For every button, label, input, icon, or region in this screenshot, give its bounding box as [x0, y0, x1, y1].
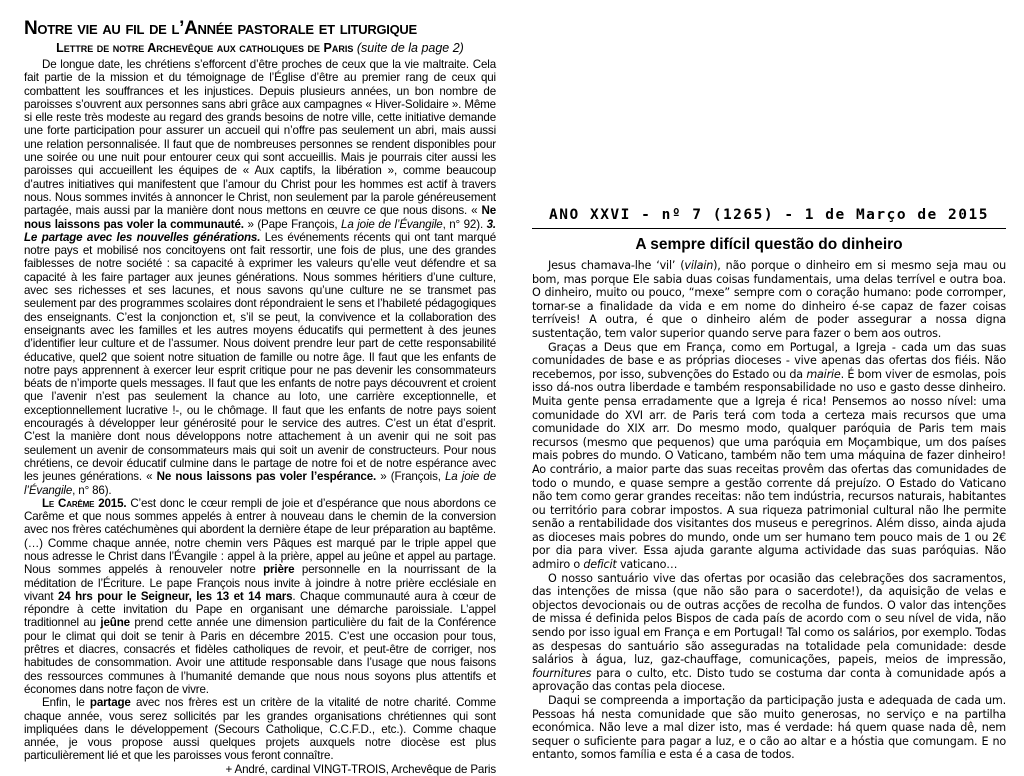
text: Les événements récents qui ont tant marqué notre pays et mobilisé nos concitoyens ont fait ressortir, une fois de plus, une des grandes faiblesses de notre société : sa capacité à exprimer les valeurs qu’elle veut défendre et sa capacité à les faire partager aux jeunes générations. Nous sommes héritiers d’une culture, avec ses richesses et ses lacunes, et nous savons qu’une culture ne se transmet pas seulement par des programmes scolaires dont répondraient le sens et l’habileté pédagogiques des enseignants. C’est la conjonction et, s’il se peut, la convivence et la collaboration des enseignants avec les familles et les autres moyens éducatifs qui permettent à des jeunes d’identifier leur culture et de l’assumer. Nous doivent prendre leur part de cette responsabilité éducative, quel2 que soient notre situation de famille ou notre âge. Il faut que les enfants de notre pays apprennent à exercer leur esprit critique pour ne pas devenir les consommateurs béats de n’importe quels messages. Il faut que les enfants de notre pays découvrent et croient que l’avenir n’est pas seulement la chance au loto, une carrière exceptionnelle, et exceptionnellement lucrative !-, ou le chômage. Il faut que les enfants de notre pays soient encouragés à développer leur générosité pour le service des autres. C’est un état d’esprit. C’est la manière dont nous développons notre attachement à un avenir qui ne soit pas seulement un avenir de consommateurs mais qui soit un avenir de constructeurs. Pour nous chrétiens, ce devoir éducatif culmine dans le partage de notre foi et de notre espérance avec les jeunes générations. « [24, 230, 496, 484]
divider [532, 228, 1006, 229]
paragraph-3 [532, 572, 1006, 694]
letter-subtitle [24, 40, 496, 56]
text: Graças a Deus que em França, como em Portugal, a Igreja - cada um das suas comunidades de base e as próprias dioceses - vive apenas das ofertas dos fiéis. Não recebemos, por isso, subvenções do Estado ou da [532, 340, 1006, 381]
french-letter-column [24, 18, 496, 776]
text: Daqui se compreenda a importação da participação justa e adequada de cada um. Pessoas há nesta comunidade que são muito generosas, no serviço e na partilha económica. Não leve a mal dizer isto, mas é verdade: há quem quase nada dê, nem sequer o suficiente para pagar a luz, e o cão ao altar e a hóstia que comungam. E no entanto, somos família e esta é a casa de todos. [532, 694, 1006, 762]
text: O nosso santuário vive das ofertas por ocasião das celebrações dos sacramentos, das intenções de missa (que não são para o sacerdote!), da aquisição de velas e objectos devocionais ou de outras acções de recolha de fundos. O valor das intenções de missa é definida pelos Bispos de cada país de acordo com o seu nível de vida, não sendo por isso igual em França e em Portugal! Tal como os salários, por exemplo. Todas as despesas do santuário são asseguradas na totalidade pela comunidade: desde salários à água, luz, gaz-chauffage, comunicações, papeis, meios de impressão, [532, 571, 1006, 667]
book-title: La joie de l’Évangile [24, 470, 496, 497]
text: C’est donc le cœur rempli de joie et d’espérance que nous abordons ce Carême et que nous sommes appelés à entrer à nouveau dans le chemin de la conversion avec nos frères catéchumènes qui abordent la dernière étape de leur préparation au baptême. (…) Comme chaque année, notre chemin vers Pâques est marqué par le triple appel que nous adresse le Christ dans l’Évangile : appel à la prière, appel au jeûne et appel au partage. Nous sommes appelés à renouveler notre [24, 496, 497, 577]
text: » (François, [376, 470, 445, 484]
emphasis: 24 hrs pour le Seigneur, les 13 et 14 mars [57, 589, 293, 603]
text: avec nos frères est un critère de la vitalité de notre charité. Comme chaque année, vous serez sollicités par les grandes organisations chrétiennes qui sont impliquées dans le développement (Secours Catholique, C.C.F.D., etc.). Comme chaque année, je vous propose aussi quelques projets auxquels notre diocèse est plus particulièrement lié et que les paroisses vous feront connaître. [24, 696, 496, 763]
portuguese-article-column [532, 206, 1006, 762]
book-title: La joie de l’Évangile [341, 217, 443, 231]
article-body [532, 259, 1006, 762]
text: ), não porque o dinheiro em si mesmo seja mau ou bom, mas porque Ele sabia duas coisas fundamentais, uma delas terrível e outra boa. O dinheiro, muito ou pouco, “mexe” sempre com o coração humano: pode corromper, tornar-se a finalidade da vida e em nome do dinheiro é-se capaz de fazer coisas terríveis! A outra, é que o dinheiro além de poder assegurar a nossa digna sustentação, tem valor superior quando serve para fazer o bem aos outros. [532, 259, 1006, 340]
article-headline: A sempre difícil questão do dinheiro [635, 236, 903, 253]
foreign-word: vilain [684, 259, 714, 272]
section-heading: 3. Le partage avec les nouvelles générations. [24, 217, 496, 244]
issue-line: ANO XXVI - nº 7 (1265) - 1 de Março de 2015 [549, 207, 989, 223]
section-title: Notre vie au fil de l’Année pastorale et liturgique [24, 18, 417, 39]
paragraph-2 [532, 341, 1006, 572]
section-heading-year: 2015. [94, 496, 127, 510]
letter-body [24, 58, 496, 776]
text: Jesus chamava-lhe ‘vil’ ( [548, 259, 685, 272]
foreign-word: fournitures [532, 666, 592, 680]
text: , n° 86). [72, 483, 112, 497]
paragraph-4 [532, 694, 1006, 762]
text: prend cette année une dimension particulière du fait de la Conférence pour le climat qui doit se tenir à Paris en décembre 2015. C’est une occasion pour tous, prêtres et diacres, consacrés et fidèles catholiques de revoir, et peut-être de corriger, nos habitudes de consommation. Avoir une attitude responsable dans l’usage que nous faisons des ressources communes à l’humanité demande que nous nous soyons plus attentifs et économes dans notre façon de vivre. [24, 616, 497, 696]
text: , n° 92). [442, 217, 487, 231]
subtitle-note: (suite de la page 2) [356, 41, 464, 55]
emphasis: prière [263, 563, 295, 577]
text: Enfin, le [42, 696, 90, 710]
text: » (Pape François, [243, 217, 342, 231]
text: vaticano… [616, 558, 678, 572]
emphasis: jeûne [100, 616, 130, 630]
foreign-word: deficit [583, 558, 617, 572]
signature: + André, cardinal VINGT-TROIS, Archevêque de Paris [225, 762, 496, 776]
paragraph-1 [532, 259, 1006, 341]
emphasis: partage [89, 696, 131, 710]
paragraph-1 [24, 58, 496, 497]
text: De longue date, les chrétiens s’efforcent d’être proches de ceux que la vie maltraite. Cela fait partie de la mission et du témoignage de l’Église d’être au premier rang de ceux qui combattent les souffrances et les injustices. Depuis plusieurs années, un bon nombre de paroisses s’ouvrent aux personnes sans abri grâce aux campagnes « Hiver-Solidaire ». Même si elle reste très modeste au regard des grands besoins de notre ville, cette initiative demande une forte participation pour assurer un accueil qui n’offre pas seulement un abri, mais aussi une relation personnalisée. Il faut que de nombreuses personnes se rendent disponibles pour une soirée ou une nuit pour entourer ceux qui sont accueillis. Mais je pourrais citer aussi les paroisses qui accueillent les équipes de « Aux captifs, la libération », comme beaucoup d’autres initiatives qui manifestent que l’amour du Christ pour les hommes est actif à travers nous. Nous sommes invités à annoncer le Christ, non seulement par la parole généreusement partagée, mais aussi par la manière dont nous mettons en œuvre ce que nous disons. « [24, 58, 496, 218]
text: personnelle en la nourrissant de la méditation de l’Écriture. Le pape François nous invite à joindre à notre prière ecclésiale en vivant [24, 563, 496, 603]
text: . Chaque communauté aura à cœur de répondre à cette invitation du Pape en organisant une démarche paroissiale. L’appel traditionnel au [24, 589, 496, 630]
section-heading: Le Carême [42, 496, 95, 510]
paragraph-2 [24, 497, 496, 696]
foreign-word: mairie [806, 367, 841, 381]
emphasis: Ne nous laissons pas voler l’espérance. [156, 470, 377, 484]
emphasis: Ne nous laissons pas voler la communauté. [24, 204, 496, 231]
subtitle-main: Lettre de notre Archevêque aux catholiques de Paris [56, 41, 354, 55]
text: para o culto, etc. Disto tudo se costuma dar conta à comunidade após a aprovação das contas pela diocese. [532, 666, 1006, 694]
text: . É bom viver de esmolas, pois isso dá-nos outra liberdade e também responsabilidade no uso e gasto desse dinheiro. Muita gente pensa erradamente que a Igreja é rica! Pensemos ao nosso nível: uma comunidade do XVI arr. de Paris terá com toda a certeza mais recursos que uma comunidade do XIX arr. Do mesmo modo, qualquer paróquia de Paris tem mais recursos (mesmo que pequenos) que uma paróquia em Moçambique, um dos países mais pobres do mundo. O Vaticano, também não tem uma máquina de fazer dinheiro! Ao contrário, a maior parte das suas receitas provêm das ofertas das comunidades de todo o mundo, e quase sempre a gestão corrente dá prejuízo. O Estado do Vaticano não tem como gerar grandes receitas: não tem indústria, recursos naturais, habitantes ou território para cobrar impostos. A sua riqueza patrimonial cultural não lhe permite senão a rentabilidade dos visitantes dos museus e peregrinos. Além disso, ainda ajuda as dioceses mais pobres do mundo, onde um ser humano tem pouco mais de 1 ou 2€ por dia para viver. Essa ajuda garante alguma actividade das suas paróquias. Não admiro o [532, 367, 1006, 572]
paragraph-3 [24, 696, 496, 762]
